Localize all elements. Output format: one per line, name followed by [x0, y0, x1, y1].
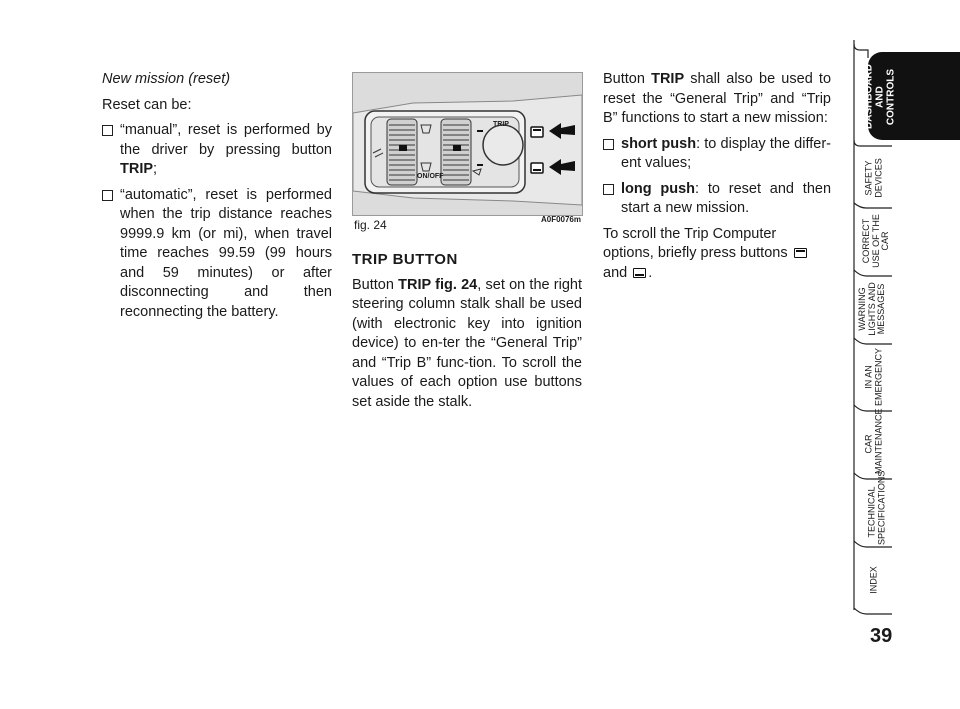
figure-code: A0F0076m — [540, 215, 581, 224]
tab-index[interactable]: INDEX — [868, 566, 879, 594]
bullet-manual: “manual”, reset is performed by the driver by pressing button TRIP; — [102, 121, 332, 180]
steering-stalk-illustration — [353, 73, 582, 215]
checkbox-bullet-icon — [102, 125, 113, 136]
column-2 — [352, 250, 582, 418]
figure-caption — [354, 215, 581, 234]
scroll-up-button-icon — [794, 248, 807, 258]
trip-button-paragraph: Button TRIP fig. 24, set on the right steering column stalk shall be used (with electronic key into ignition device) to en-ter the “General Trip” and “Trip B” func-tion. To scroll the values of each option use buttons set aside the stalk. — [352, 276, 583, 410]
tab-car-maintenance[interactable]: CAR MAINTENANCE — [863, 408, 883, 474]
checkbox-bullet-icon — [603, 184, 614, 195]
intro-text: Reset can be: — [102, 96, 192, 113]
onoff-label: ON/OFF — [417, 173, 444, 180]
column-3 — [603, 70, 831, 289]
tab-dashboard-and-controls[interactable]: DASHBOARD AND CONTROLS — [863, 64, 897, 129]
scroll-paragraph: To scroll the Trip Computer options, briefly press buttons and . — [603, 225, 831, 284]
bullet-short-push: short push: to display the differ-ent values; — [603, 135, 831, 174]
tab-safety-devices[interactable]: SAFETY DEVICES — [863, 158, 883, 198]
reset-paragraph: Button TRIP shall also be used to reset the “General Trip” and “Trip B” functions to start a new mission: — [603, 71, 832, 126]
scroll-down-button-icon — [633, 268, 646, 278]
checkbox-bullet-icon — [102, 190, 113, 201]
figure-24 — [352, 72, 583, 216]
trip-button-heading: TRIP BUTTON — [352, 251, 458, 268]
tab-warning-lights[interactable]: WARNING LIGHTS AND MESSAGES — [856, 282, 886, 336]
column-1 — [102, 70, 332, 328]
bullet-long-push: long push: to reset and then start a new mission. — [603, 180, 831, 219]
checkbox-bullet-icon — [603, 139, 614, 150]
trip-label: TRIP — [493, 121, 509, 128]
section-title: New mission (reset) — [102, 71, 231, 87]
chapter-sidebar — [852, 0, 960, 709]
bullet-automatic: “automatic”, reset is performed when the trip distance reaches 9999.9 km (or mi), when travel time reaches 99.59 (99 hours and 59 minutes) or after disconnecting and then reconnecting the battery. — [102, 186, 332, 323]
tab-in-an-emergency[interactable]: IN AN EMERGENCY — [863, 348, 883, 407]
tab-correct-use[interactable]: CORRECT USE OF THE CAR — [860, 214, 890, 268]
figure-number: fig. 24 — [354, 218, 387, 232]
page-number: 39 — [870, 625, 893, 647]
tab-technical-specifications[interactable]: TECHNICAL SPECIFICATIONS — [866, 470, 886, 545]
